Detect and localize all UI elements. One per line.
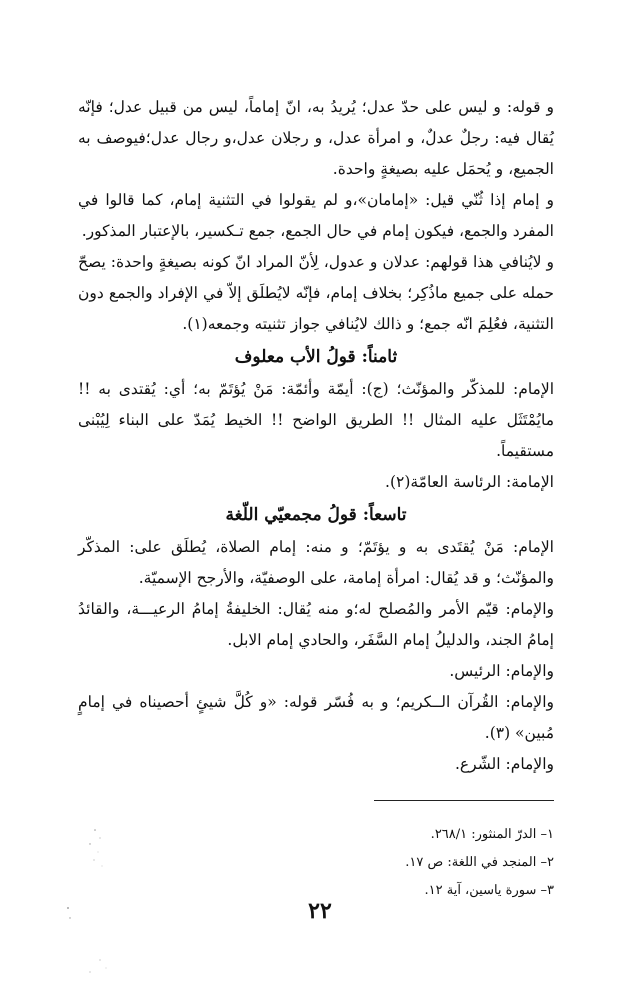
- footnote-1: ١– الدرّ المنثور: ٢٦٨/١.: [430, 827, 554, 842]
- section-heading-8: ثامناً: قولُ الأب معلوف: [234, 347, 398, 367]
- footnote-divider: [374, 800, 554, 801]
- scan-noise-specks: [60, 800, 130, 980]
- definition-9-5: والإمام: الشّرع.: [455, 755, 554, 773]
- definition-9-3: والإمام: الرئيس.: [449, 662, 554, 680]
- section-heading-9: تاسعاً: قولُ مجمعيّي اللّغة: [225, 505, 407, 525]
- paragraph-3: و لايُنافي هذا قولهم: عدلان و عدول، لِأنّ المراد انّ كونه بصيغةٍ واحدة: يصحّ حمله على جميع ماذُكِر؛ بخلاف إمام، فإنّه لايُطلَق إلاّ في الإفراد والجمع دون التثنية، فعُلِمَ انّه جمع؛ و ذالك لايُنافي جواز تثنيته وجمعه(١).: [78, 253, 554, 333]
- page-number: ٢٢: [308, 898, 332, 924]
- paragraph-2: و إمام إذا ثُنّي قيل: «إمامان»،و لم يقولوا في التثنية إمام، كما قالوا في المفرد والجمع، فيكون إمام في حال الجمع، جمع تـكسير، بالإعتبار المذكور.: [78, 191, 554, 240]
- page-body: [78, 92, 554, 905]
- definition-9-1: الإمام: مَنْ يُقتَدى به و يؤتَمّ؛ و منه: إمام الصلاة، يُطلَق على: المذكّر والمؤنّث؛ و قد يُقال: امرأة إمامة، على الوصفيّة، والأرجح الإسميّة.: [78, 538, 554, 587]
- footnote-2: ٢– المنجد في اللغة: ص ١٧.: [405, 855, 554, 870]
- definition-imam-8: الإمام: للمذكّر والمؤنّث؛ (ج): أيمّة وأئمّة: مَنْ يُؤتَمّ به؛ أي: يُقتدى به !! مايُمْتَثَل عليه المثال !! الطريق الواضح !! الخيط يُمَدّ على البناء لِيُبْنى مستقيماً.: [78, 380, 554, 460]
- footnote-3: ٣– سورة ياسين، آية ١٢.: [424, 883, 554, 898]
- definition-9-4: والإمام: القُرآن الــكريم؛ و به فُسّر قوله: «و كُلَّ شيئٍ أحصيناه في إمامٍ مُبين» (٣).: [78, 693, 554, 742]
- definition-imamah-8: الإمامة: الرئاسة العامّة(٢).: [385, 473, 554, 491]
- definition-9-2: والإمام: قيّم الأمر والمُصلح له؛و منه يُقال: الخليفةُ إمامُ الرعيـــة، والقائدُ إمامُ الجند، والدليلُ إمام السَّفَر، والحادي إمام الابل.: [78, 600, 554, 649]
- paragraph-1: و قوله: و ليس على حدّ عدل؛ يُريدُ به، انّ إماماً، ليس من قبيل عدل؛ فإنّه يُقال فيه: رجلٌ عدلٌ، و امرأة عدل، و رجلان عدل،و رجال عدل؛فيوصف به الجميع، و يُحمَل عليه بصيغةٍ واحدة.: [78, 98, 554, 178]
